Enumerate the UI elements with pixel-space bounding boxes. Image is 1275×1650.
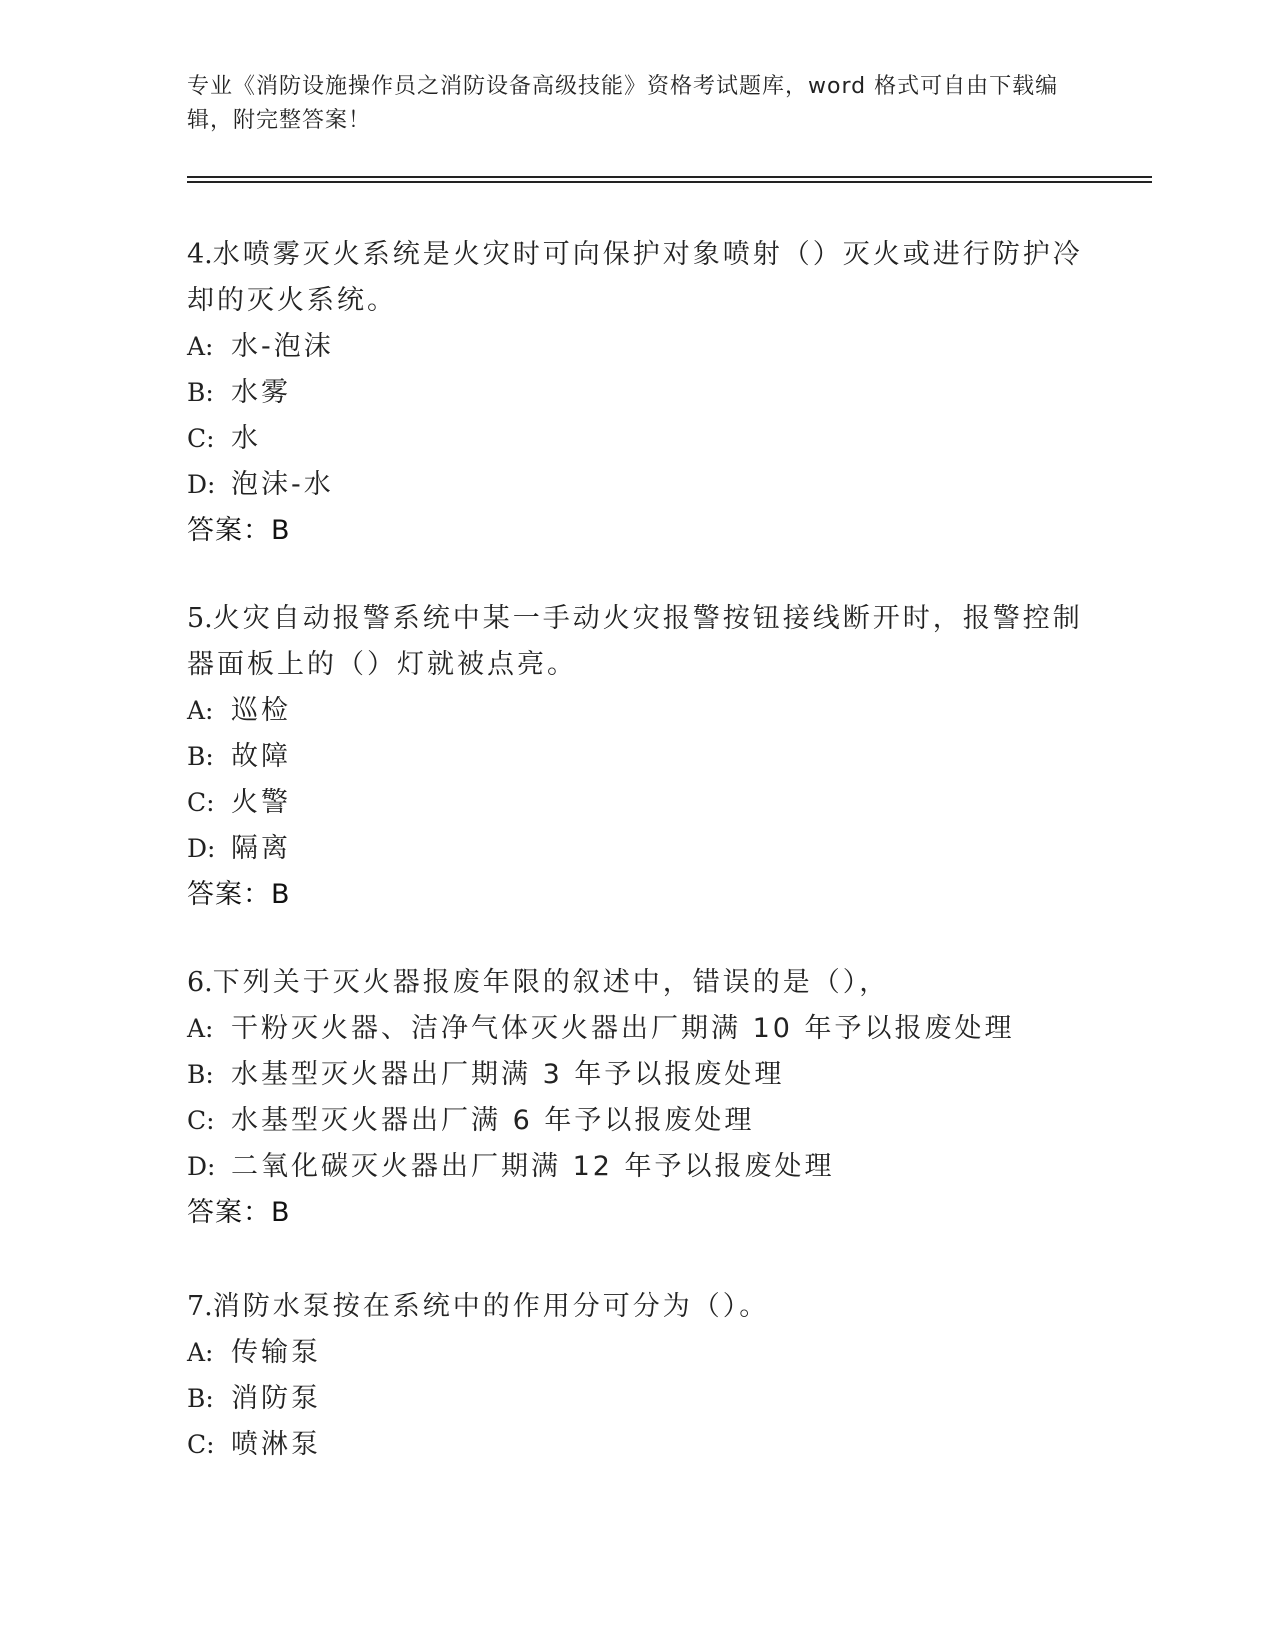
option-key: B: — [187, 742, 214, 771]
question-stem — [187, 232, 1087, 324]
option-a — [187, 1330, 1087, 1376]
question-text: 火灾自动报警系统中某一手动火灾报警按钮接线断开时，报警控制器面板上的（）灯就被点亮。 — [187, 603, 1083, 680]
option-text: 水基型灭火器出厂期满 3 年予以报废处理 — [231, 1059, 785, 1090]
answer-label: 答案： — [187, 1197, 271, 1228]
answer-label: 答案： — [187, 515, 271, 546]
option-text: 火警 — [231, 787, 291, 818]
option-text: 传输泵 — [231, 1337, 321, 1368]
option-key: C: — [187, 1430, 215, 1459]
option-d — [187, 462, 1087, 508]
option-key: B: — [187, 1060, 214, 1089]
option-c — [187, 416, 1087, 462]
option-key: B: — [187, 1384, 214, 1413]
option-b — [187, 370, 1087, 416]
header-divider-bottom — [187, 181, 1152, 183]
answer-value: B — [271, 879, 290, 910]
question-text: 下列关于灭火器报废年限的叙述中，错误的是（）， — [212, 967, 890, 998]
option-text: 消防泵 — [231, 1383, 321, 1414]
answer-line — [187, 1190, 1087, 1236]
question-text: 消防水泵按在系统中的作用分可分为（）。 — [212, 1291, 770, 1322]
answer-value: B — [271, 1197, 290, 1228]
option-b — [187, 1376, 1087, 1422]
option-key: A: — [187, 1338, 214, 1367]
question-number: 6. — [187, 967, 213, 998]
option-text: 故障 — [231, 741, 291, 772]
question-stem — [187, 596, 1087, 688]
option-key: A: — [187, 332, 214, 361]
question-6 — [187, 960, 1087, 1236]
question-text: 水喷雾灭火系统是火灾时可向保护对象喷射（）灭火或进行防护冷却的灭火系统。 — [187, 239, 1083, 316]
option-text: 水雾 — [231, 377, 291, 408]
question-stem — [187, 960, 1087, 1006]
option-c — [187, 1098, 1087, 1144]
answer-line — [187, 872, 1087, 918]
option-key: D: — [187, 1152, 216, 1181]
answer-value: B — [271, 515, 290, 546]
answer-line — [187, 508, 1087, 554]
question-4 — [187, 232, 1087, 554]
question-stem — [187, 1284, 1087, 1330]
question-5 — [187, 596, 1087, 918]
option-text: 水 — [231, 423, 261, 454]
header-divider-top — [187, 176, 1152, 178]
question-number: 7. — [187, 1291, 213, 1322]
option-text: 水-泡沫 — [231, 331, 334, 362]
option-key: C: — [187, 788, 215, 817]
option-text: 泡沫-水 — [231, 469, 334, 500]
document-intro: 专业《消防设施操作员之消防设备高级技能》资格考试题库，word 格式可自由下载编辑，附完整答案！ — [187, 74, 1059, 133]
option-text: 水基型灭火器出厂满 6 年予以报废处理 — [231, 1105, 755, 1136]
option-key: C: — [187, 424, 215, 453]
option-key: D: — [187, 470, 216, 499]
option-key: B: — [187, 378, 214, 407]
option-text: 二氧化碳灭火器出厂期满 12 年予以报废处理 — [231, 1151, 835, 1182]
question-number: 4. — [187, 239, 213, 270]
question-7 — [187, 1284, 1087, 1468]
option-d — [187, 826, 1087, 872]
option-a — [187, 1006, 1087, 1052]
option-key: D: — [187, 834, 216, 863]
question-number: 5. — [187, 603, 213, 634]
option-d — [187, 1144, 1087, 1190]
option-key: A: — [187, 696, 214, 725]
option-text: 喷淋泵 — [231, 1429, 321, 1460]
option-b — [187, 734, 1087, 780]
option-text: 隔离 — [231, 833, 291, 864]
option-c — [187, 780, 1087, 826]
option-a — [187, 324, 1087, 370]
option-c — [187, 1422, 1087, 1468]
option-key: A: — [187, 1014, 214, 1043]
option-b — [187, 1052, 1087, 1098]
option-a — [187, 688, 1087, 734]
answer-label: 答案： — [187, 879, 271, 910]
option-text: 巡检 — [231, 695, 291, 726]
option-key: C: — [187, 1106, 215, 1135]
option-text: 干粉灭火器、洁净气体灭火器出厂期满 10 年予以报废处理 — [231, 1013, 1015, 1044]
